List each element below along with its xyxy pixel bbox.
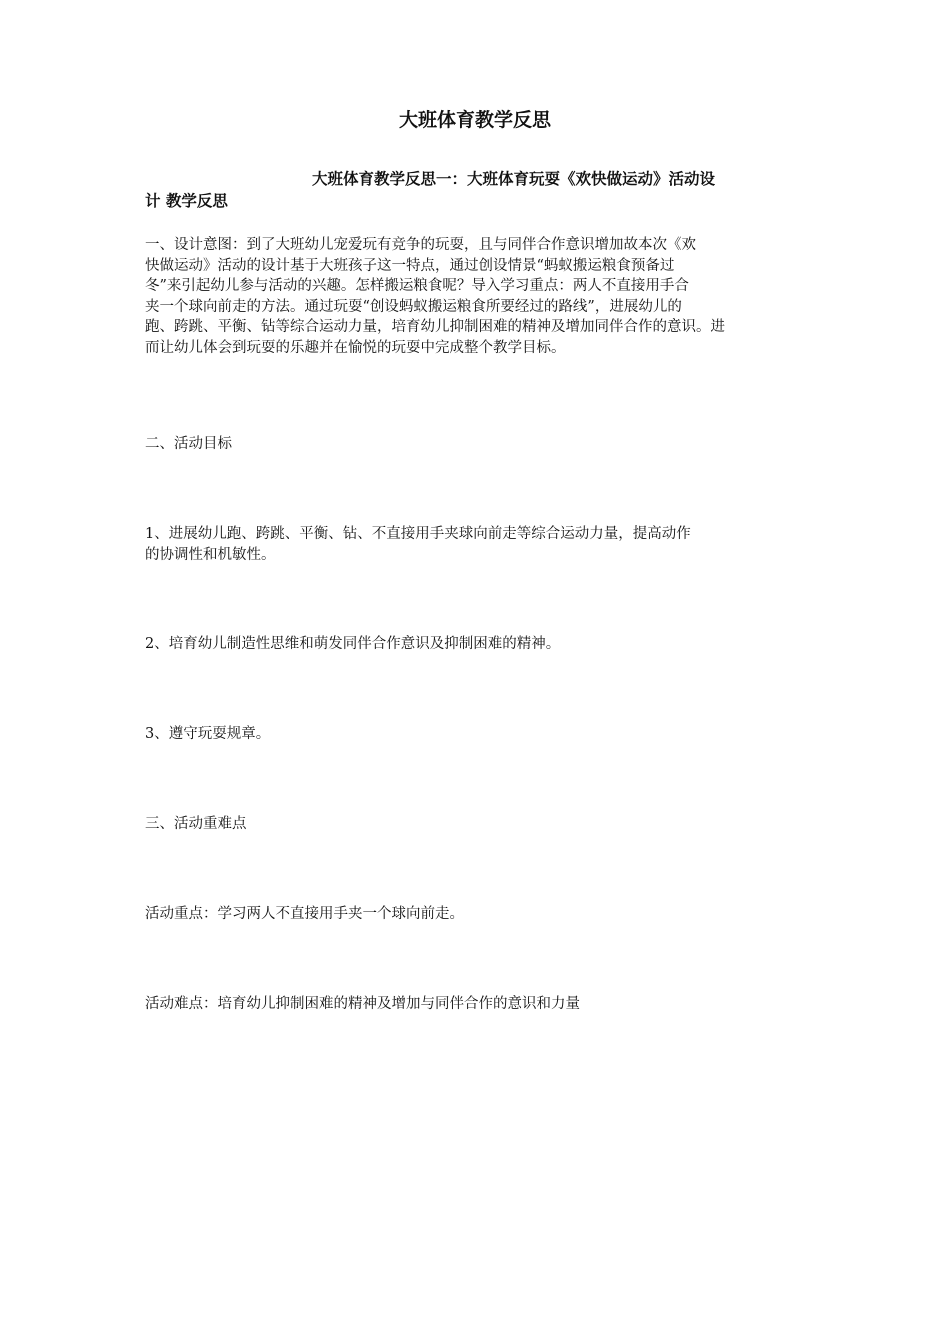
subtitle-line: 大班体育教学反思一：大班体育玩耍《欢快做运动》活动设 (312, 170, 716, 188)
goal-item-2: 2、培育幼儿制造性思维和萌发同伴合作意识及抑制困难的精神。 (145, 636, 561, 652)
paragraph-line: 1、进展幼儿跑、跨跳、平衡、钻、不直接用手夹球向前走等综合运动力量，提高动作 (145, 526, 691, 542)
paragraph-line: 快做运动》活动的设计基于大班孩子这一特点，通过创设情景“蚂蚁搬运粮食预备过 (145, 257, 675, 274)
subtitle-line: 计 教学反思 (145, 192, 228, 210)
paragraph-line: 冬”来引起幼儿参与活动的兴趣。怎样搬运粮食呢？导入学习重点：两人不直接用手合 (145, 278, 689, 294)
paragraph-line: 跑、跨跳、平衡、钻等综合运动力量，培育幼儿抑制困难的精神及增加同伴合作的意识。进 (145, 319, 725, 335)
paragraph-line: 的协调性和机敏性。 (145, 546, 276, 563)
goal-item-3: 3、遵守玩耍规章。 (145, 726, 271, 742)
section-heading-goals: 二、活动目标 (145, 436, 232, 452)
key-point-text: 活动重点：学习两人不直接用手夹一个球向前走。 (145, 906, 464, 922)
paragraph-line: 而让幼儿体会到玩耍的乐趣并在愉悦的玩耍中完成整个教学目标。 (145, 339, 566, 356)
difficult-point-text: 活动难点：培育幼儿抑制困难的精神及增加与同伴合作的意识和力量 (145, 996, 580, 1012)
section-heading-key-points: 三、活动重难点 (145, 816, 247, 832)
design-intent-paragraph (145, 235, 810, 358)
document-subtitle (145, 168, 805, 212)
goal-item-1 (145, 524, 810, 565)
document-title: 大班体育教学反思 (398, 109, 551, 131)
paragraph-line: 夹一个球向前走的方法。通过玩耍“创设蚂蚁搬运粮食所要经过的路线”，进展幼儿的 (145, 298, 682, 315)
paragraph-line: 一、设计意图：到了大班幼儿宠爱玩有竞争的玩耍，且与同伴合作意识增加故本次《欢 (145, 237, 696, 253)
